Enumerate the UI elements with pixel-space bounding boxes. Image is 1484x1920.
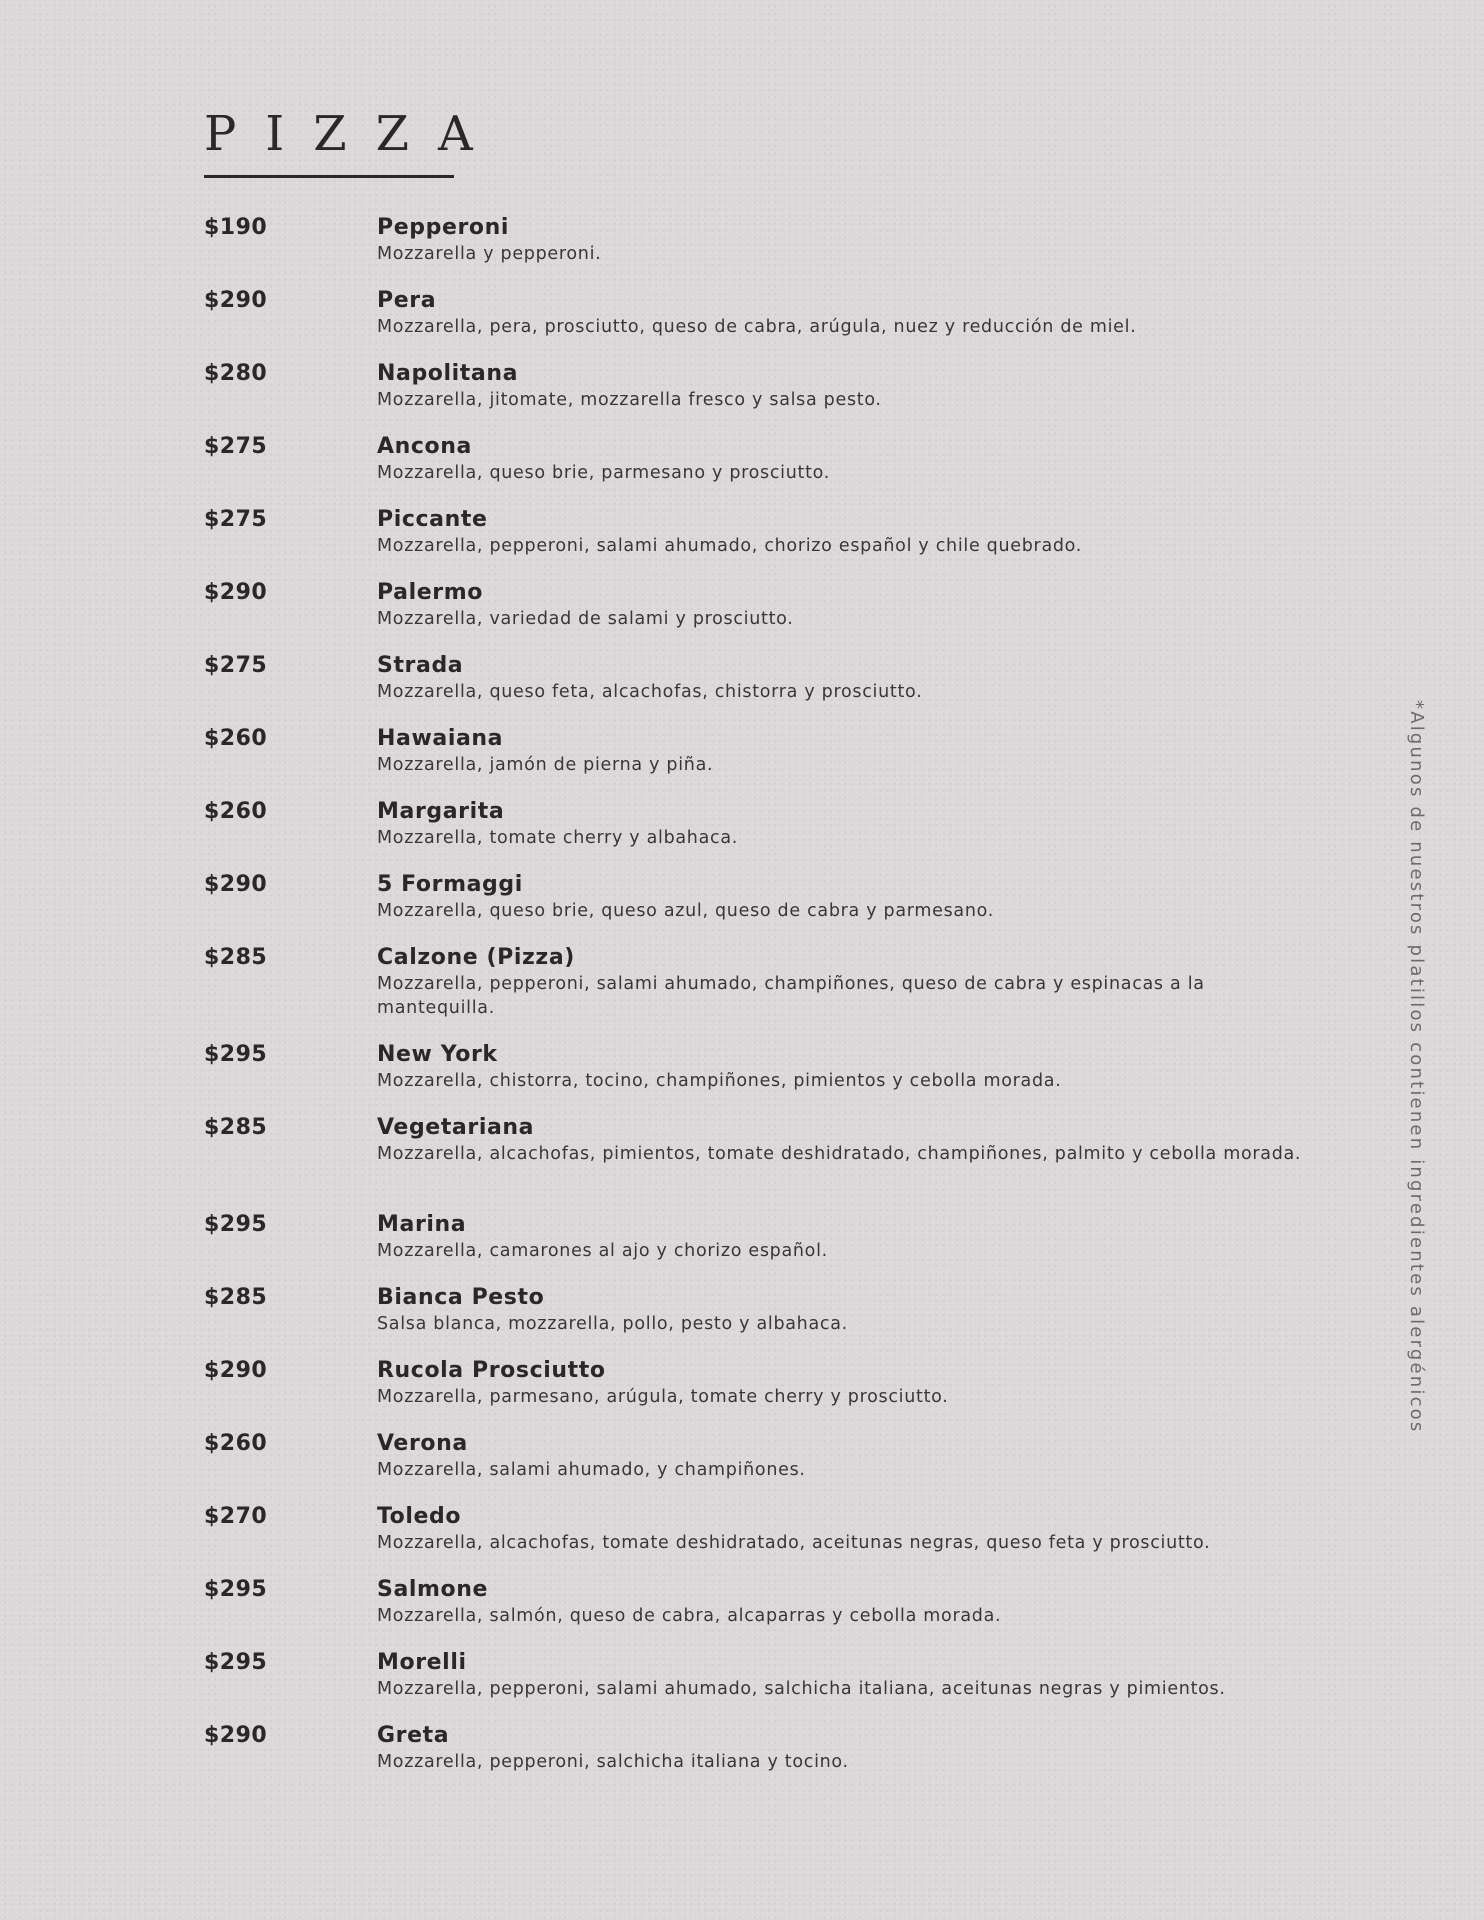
- item-price: $295: [204, 1577, 268, 1602]
- item-name: Hawaiana: [377, 726, 504, 751]
- item-name: Napolitana: [377, 361, 519, 386]
- menu-item: [204, 652, 1324, 725]
- item-info: [377, 1284, 1324, 1357]
- item-name: Pera: [377, 288, 437, 313]
- menu-item: [204, 360, 1324, 433]
- item-description: Mozzarella, alcachofas, pimientos, tomate deshidratado, champiñones, palmito y cebolla morada.: [377, 1144, 1302, 1164]
- menu-item: [204, 1041, 1324, 1114]
- item-description: Mozzarella, queso brie, parmesano y prosciutto.: [377, 463, 831, 483]
- item-info: [377, 798, 1324, 871]
- item-price: $275: [204, 434, 268, 459]
- item-price: $290: [204, 1358, 268, 1383]
- item-description: Mozzarella, parmesano, arúgula, tomate cherry y prosciutto.: [377, 1387, 949, 1407]
- item-name: Palermo: [377, 580, 483, 605]
- item-description: Mozzarella, jamón de pierna y piña.: [377, 755, 714, 775]
- item-price: $260: [204, 1431, 268, 1456]
- allergen-note: *Algunos de nuestros platillos contienen ingredientes alergénicos: [1406, 700, 1427, 1434]
- item-name: Morelli: [377, 1650, 467, 1675]
- item-name: Piccante: [377, 507, 488, 532]
- item-name: Marina: [377, 1212, 467, 1237]
- item-name: Vegetariana: [377, 1115, 535, 1140]
- page-title: PIZZA: [204, 106, 502, 162]
- item-description: Mozzarella, queso brie, queso azul, queso de cabra y parmesano.: [377, 901, 994, 921]
- item-info: [377, 1649, 1324, 1722]
- item-price: $260: [204, 799, 268, 824]
- item-price: $295: [204, 1650, 268, 1675]
- item-info: [377, 652, 1324, 725]
- menu-item: [204, 1430, 1324, 1503]
- item-name: Strada: [377, 653, 464, 678]
- menu-item: [204, 798, 1324, 871]
- menu-item: [204, 287, 1324, 360]
- item-price: $290: [204, 288, 268, 313]
- menu-item: [204, 871, 1324, 944]
- item-name: Pepperoni: [377, 215, 510, 240]
- menu-item: [204, 1722, 1324, 1795]
- item-price: $190: [204, 215, 268, 240]
- item-description: Mozzarella y pepperoni.: [377, 244, 602, 264]
- item-description: Mozzarella, alcachofas, tomate deshidratado, aceitunas negras, queso feta y prosciutto.: [377, 1533, 1211, 1553]
- item-info: [377, 506, 1324, 579]
- item-name: Bianca Pesto: [377, 1285, 545, 1310]
- item-description: Mozzarella, jitomate, mozzarella fresco y salsa pesto.: [377, 390, 882, 410]
- item-description: Salsa blanca, mozzarella, pollo, pesto y albahaca.: [377, 1314, 848, 1334]
- item-price: $290: [204, 872, 268, 897]
- item-price: $275: [204, 507, 268, 532]
- item-description: Mozzarella, variedad de salami y prosciutto.: [377, 609, 794, 629]
- item-info: [377, 214, 1324, 287]
- item-name: Margarita: [377, 799, 505, 824]
- menu-item: [204, 725, 1324, 798]
- item-info: [377, 1576, 1324, 1649]
- item-info: [377, 1503, 1324, 1576]
- item-description: Mozzarella, tomate cherry y albahaca.: [377, 828, 739, 848]
- item-info: [377, 944, 1324, 1041]
- item-info: [377, 871, 1324, 944]
- menu-item: [204, 1503, 1324, 1576]
- item-price: $280: [204, 361, 268, 386]
- item-price: $260: [204, 726, 268, 751]
- item-info: [377, 1722, 1324, 1795]
- item-info: [377, 1211, 1324, 1284]
- item-price: $285: [204, 945, 268, 970]
- item-info: [377, 725, 1324, 798]
- item-price: $295: [204, 1212, 268, 1237]
- item-price: $285: [204, 1115, 268, 1140]
- item-info: [377, 1041, 1324, 1114]
- item-description: Mozzarella, camarones al ajo y chorizo español.: [377, 1241, 828, 1261]
- menu-item: [204, 1357, 1324, 1430]
- item-description: Mozzarella, salami ahumado, y champiñones.: [377, 1460, 806, 1480]
- item-name: Greta: [377, 1723, 450, 1748]
- menu-item: [204, 1114, 1324, 1211]
- item-price: $275: [204, 653, 268, 678]
- item-name: Ancona: [377, 434, 472, 459]
- item-price: $270: [204, 1504, 268, 1529]
- item-name: Verona: [377, 1431, 468, 1456]
- item-info: [377, 1114, 1324, 1211]
- item-name: Salmone: [377, 1577, 489, 1602]
- item-description: Mozzarella, salmón, queso de cabra, alcaparras y cebolla morada.: [377, 1606, 1002, 1626]
- menu-item: [204, 579, 1324, 652]
- item-price: $290: [204, 1723, 268, 1748]
- item-price: $295: [204, 1042, 268, 1067]
- item-description: Mozzarella, chistorra, tocino, champiñones, pimientos y cebolla morada.: [377, 1071, 1062, 1091]
- menu-item: [204, 944, 1324, 1041]
- menu-item: [204, 1649, 1324, 1722]
- item-description: Mozzarella, pepperoni, salchicha italiana y tocino.: [377, 1752, 849, 1772]
- item-info: [377, 1430, 1324, 1503]
- item-name: Calzone (Pizza): [377, 945, 575, 970]
- title-underline: [204, 175, 454, 178]
- item-info: [377, 287, 1324, 360]
- item-description: Mozzarella, queso feta, alcachofas, chistorra y prosciutto.: [377, 682, 923, 702]
- item-name: Rucola Prosciutto: [377, 1358, 606, 1383]
- item-name: Toledo: [377, 1504, 462, 1529]
- item-description: Mozzarella, pepperoni, salami ahumado, champiñones, queso de cabra y espinacas a la mantequilla.: [377, 974, 1205, 1018]
- item-info: [377, 360, 1324, 433]
- menu-item: [204, 214, 1324, 287]
- item-info: [377, 579, 1324, 652]
- item-description: Mozzarella, pepperoni, salami ahumado, chorizo español y chile quebrado.: [377, 536, 1083, 556]
- menu-item: [204, 433, 1324, 506]
- item-price: $285: [204, 1285, 268, 1310]
- menu-item: [204, 506, 1324, 579]
- item-description: Mozzarella, pepperoni, salami ahumado, salchicha italiana, aceitunas negras y pimientos.: [377, 1679, 1226, 1699]
- item-description: Mozzarella, pera, prosciutto, queso de cabra, arúgula, nuez y reducción de miel.: [377, 317, 1137, 337]
- menu-item: [204, 1211, 1324, 1284]
- item-price: $290: [204, 580, 268, 605]
- item-name: New York: [377, 1042, 498, 1067]
- menu-item: [204, 1576, 1324, 1649]
- menu-list: [204, 214, 1324, 1795]
- menu-item: [204, 1284, 1324, 1357]
- item-info: [377, 1357, 1324, 1430]
- item-info: [377, 433, 1324, 506]
- item-name: 5 Formaggi: [377, 872, 523, 897]
